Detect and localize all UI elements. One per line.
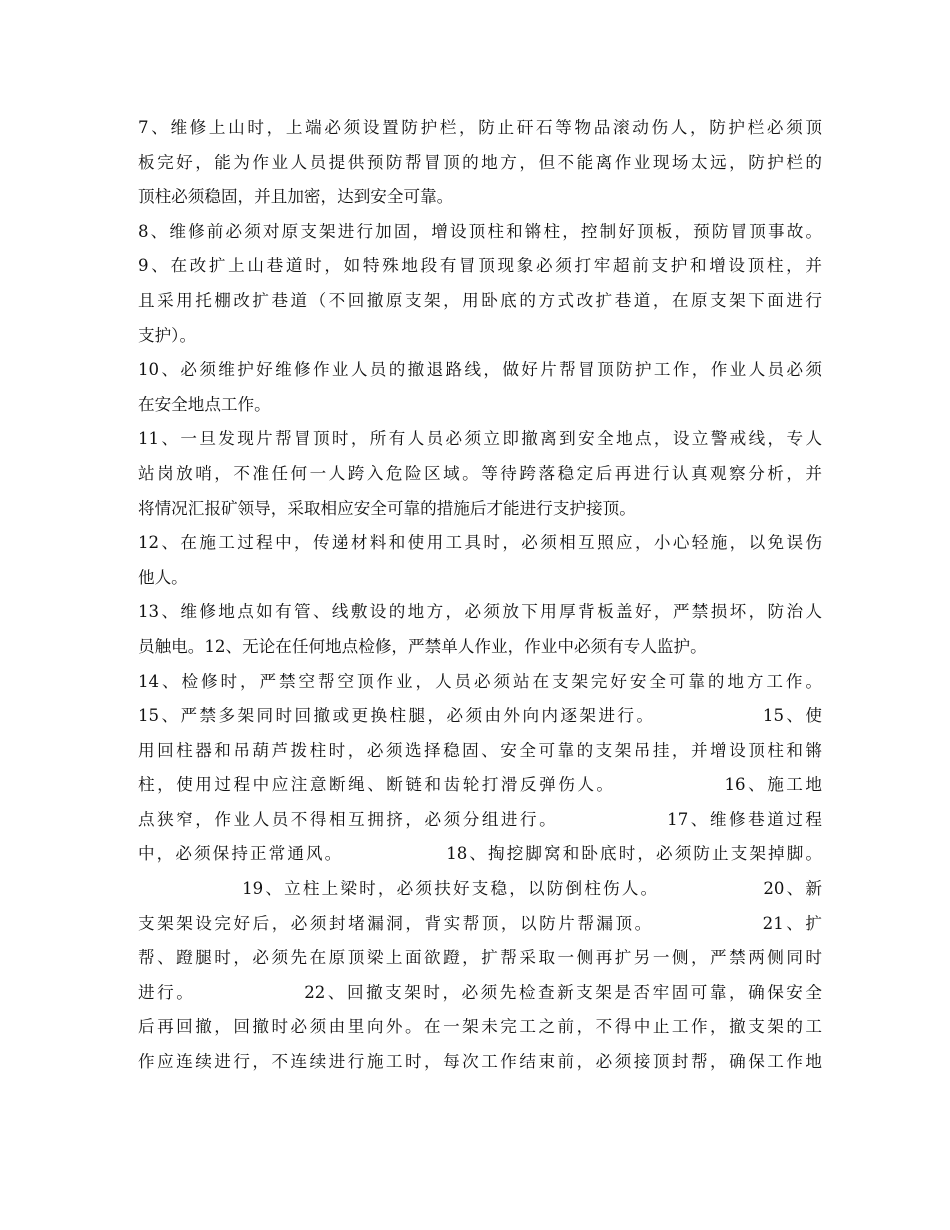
text-line: 且采用托棚改扩巷道（不回撤原支架，用卧底的方式改扩巷道，在原支架下面进行 xyxy=(138,290,822,310)
text-line: 用回柱器和吊葫芦拨柱时，必须选择稳固、安全可靠的支架吊挂，并增设顶柱和锵 xyxy=(138,740,822,760)
text-line: 12、在施工过程中，传递材料和使用工具时，必须相互照应，小心轻施，以免误伤 xyxy=(138,533,822,553)
text-line: 后再回撤，回撤时必须由里向外。在一架未完工之前，不得中止工作，撤支架的工 xyxy=(138,1017,822,1037)
text-line: 员触电。12、无论在任何地点检修，严禁单人作业，作业中必须有专人监护。 xyxy=(138,636,707,656)
text-line: 在安全地点工作。 xyxy=(138,394,271,414)
text-line: 13、维修地点如有管、线敷设的地方，必须放下用厚背板盖好，严禁损坏，防治人 xyxy=(138,602,822,622)
text-line: 点狭窄，作业人员不得相互拥挤，必须分组进行。 17、维修巷道过程 xyxy=(138,809,822,829)
text-line: 中，必须保持正常通风。 18、掏挖脚窝和卧底时，必须防止支架掉脚。 xyxy=(138,844,822,864)
text-line: 支架架设完好后，必须封堵漏洞，背实帮顶，以防片帮漏顶。 21、扩 xyxy=(138,913,822,933)
text-line: 19、立柱上梁时，必须扶好支稳，以防倒柱伤人。 20、新 xyxy=(138,879,822,899)
text-line: 9、在改扩上山巷道时，如特殊地段有冒顶现象必须打牢超前支护和增设顶柱，并 xyxy=(138,256,822,276)
text-line: 10、必须维护好维修作业人员的撤退路线，做好片帮冒顶防护工作，作业人员必须 xyxy=(138,360,822,380)
text-line: 进行。 22、回撤支架时，必须先检查新支架是否牢固可靠，确保安全 xyxy=(138,982,822,1002)
text-line: 14、检修时，严禁空帮空顶作业，人员必须站在支架完好安全可靠的地方工作。 xyxy=(138,671,822,691)
text-line: 8、维修前必须对原支架进行加固，增设顶柱和锵柱，控制好顶板，预防冒顶事故。 xyxy=(138,221,822,241)
text-line: 作应连续进行，不连续进行施工时，每次工作结束前，必须接顶封帮，确保工作地 xyxy=(138,1052,822,1072)
text-line: 他人。 xyxy=(138,567,188,587)
text-line: 将情况汇报矿领导，采取相应安全可靠的措施后才能进行支护接顶。 xyxy=(138,498,636,518)
text-line: 帮、蹬腿时，必须先在原顶梁上面欲蹬，扩帮采取一侧再扩另一侧，严禁两侧同时 xyxy=(138,948,822,968)
text-line: 板完好，能为作业人员提供预防帮冒顶的地方，但不能离作业现场太远，防护栏的 xyxy=(138,152,822,172)
text-line: 15、严禁多架同时回撤或更换柱腿，必须由外向内逐架进行。 15、使 xyxy=(138,706,822,726)
text-line: 支护）。 xyxy=(138,325,197,345)
text-line: 柱，使用过程中应注意断绳、断链和齿轮打滑反弹伤人。 16、施工地 xyxy=(138,775,822,795)
text-line: 11、一旦发现片帮冒顶时，所有人员必须立即撤离到安全地点，设立警戒线，专人 xyxy=(138,429,822,449)
text-line: 站岗放哨，不准任何一人跨入危险区域。等待跨落稳定后再进行认真观察分析，并 xyxy=(138,463,822,483)
text-line: 顶柱必须稳固，并且加密，达到安全可靠。 xyxy=(138,187,454,207)
document-body xyxy=(138,111,822,1080)
text-line: 7、维修上山时，上端必须设置防护栏，防止矸石等物品滚动伤人，防护栏必须顶 xyxy=(138,118,822,137)
